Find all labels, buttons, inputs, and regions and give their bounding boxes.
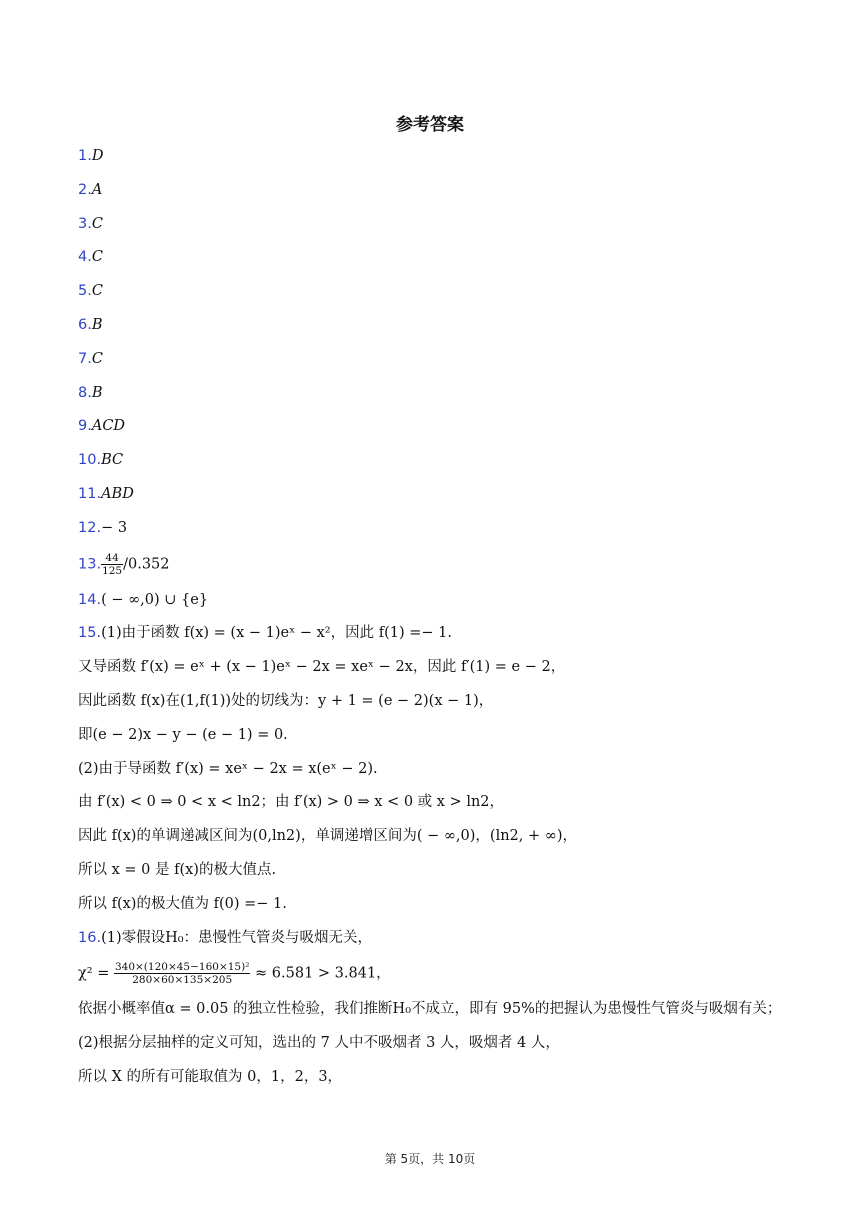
- solution-line: 所以 x = 0 是 f(x)的极大值点.: [78, 861, 277, 878]
- answer-content: [78, 146, 798, 1101]
- solution-line: (2)由于导函数 f′(x) = xeˣ − 2x = x(eˣ − 2).: [78, 760, 378, 777]
- answer-line: [78, 450, 798, 484]
- fraction-numerator: 340×(120×45−160×15)²: [114, 961, 250, 974]
- chi-right: ≈ 6.581 > 3.841，: [255, 965, 391, 982]
- question-number: 9.: [78, 418, 92, 435]
- solution-line: 依据小概率值α = 0.05 的独立性检验，我们推断H₀不成立，即有 95%的把握认为患慢性气管炎与吸烟有关；: [78, 1001, 782, 1018]
- solution-line: 即(e − 2)x − y − (e − 1) = 0.: [78, 726, 288, 743]
- answer-line: [78, 281, 798, 315]
- question-number: 16.: [78, 929, 102, 946]
- question-number: 10.: [78, 452, 102, 469]
- answer-text: A: [91, 181, 103, 198]
- solution-line: 因此 f(x)的单调递减区间为(0,ln2)，单调递增区间为( − ∞,0)，(ln2, + ∞)，: [78, 828, 577, 845]
- solution-line: 因此函数 f(x)在(1,f(1))处的切线为：y + 1 = (e − 2)(x − 1)，: [78, 692, 494, 709]
- solution-text: (1)零假设H₀：患慢性气管炎与吸烟无关，: [101, 929, 373, 946]
- answer-line: [78, 518, 798, 552]
- answer-text: C: [91, 350, 103, 367]
- solution-text: (1)由于函数 f(x) = (x − 1)eˣ − x²，因此 f(1) =− 1.: [101, 625, 452, 642]
- answer-text: BC: [101, 452, 124, 469]
- solution-line: 所以 f(x)的极大值为 f(0) =− 1.: [78, 895, 287, 912]
- answer-line: [78, 247, 798, 281]
- answer-line: [78, 214, 798, 248]
- answer-line-13: [78, 552, 798, 590]
- answer-text: C: [91, 249, 103, 266]
- answer-text: C: [91, 215, 103, 232]
- question-number: 7.: [78, 350, 92, 367]
- answer-line: [78, 315, 798, 349]
- question-number: 12.: [78, 519, 102, 536]
- question-number: 4.: [78, 249, 92, 266]
- answer-text: B: [91, 384, 103, 401]
- answer-text: ABD: [101, 485, 134, 502]
- solution-line: [78, 928, 798, 962]
- question-number: 3.: [78, 215, 92, 232]
- question-number: 14.: [78, 591, 102, 608]
- question-number: 6.: [78, 316, 92, 333]
- answer-line-14: [78, 590, 798, 624]
- answer-line: [78, 146, 798, 180]
- fraction-numerator: 44: [101, 552, 123, 565]
- question-number: 13.: [78, 556, 102, 573]
- chi-square-formula: [78, 961, 798, 999]
- chi-left: χ² =: [78, 965, 110, 982]
- answer-text: /0.352: [123, 556, 170, 573]
- answer-text: − 3: [101, 519, 128, 536]
- answer-line: [78, 484, 798, 518]
- question-number: 8.: [78, 384, 92, 401]
- answer-text: ( − ∞,0) ∪ {e}: [101, 591, 209, 608]
- question-number: 2.: [78, 181, 92, 198]
- answer-line: [78, 416, 798, 450]
- answer-line: [78, 383, 798, 417]
- fraction: [101, 552, 123, 577]
- fraction: [114, 961, 250, 986]
- solution-line: 由 f′(x) < 0 ⇒ 0 < x < ln2；由 f′(x) > 0 ⇒ x < 0 或 x > ln2，: [78, 794, 505, 811]
- answer-line: [78, 349, 798, 383]
- question-number: 1.: [78, 148, 92, 164]
- page-footer: 第 5页，共 10页: [384, 1152, 476, 1166]
- answer-text: C: [91, 283, 103, 300]
- page-title: 参考答案: [396, 115, 464, 135]
- solution-line: (2)根据分层抽样的定义可知，选出的 7 人中不吸烟者 3 人，吸烟者 4 人，: [78, 1035, 560, 1052]
- answer-line: [78, 180, 798, 214]
- answer-text: ACD: [91, 418, 126, 435]
- fraction-denominator: 280×60×135×205: [132, 974, 233, 987]
- solution-line: 又导函数 f′(x) = eˣ + (x − 1)eˣ − 2x = xeˣ − 2x，因此 f′(1) = e − 2，: [78, 659, 566, 676]
- question-number: 15.: [78, 625, 102, 642]
- answer-text: B: [91, 316, 103, 333]
- solution-line: [78, 623, 798, 657]
- question-number: 5.: [78, 283, 92, 300]
- question-number: 11.: [78, 485, 102, 502]
- fraction-denominator: 125: [102, 564, 123, 577]
- solution-line: 所以 X 的所有可能取值为 0，1，2，3，: [78, 1068, 343, 1085]
- answer-text: D: [91, 148, 104, 164]
